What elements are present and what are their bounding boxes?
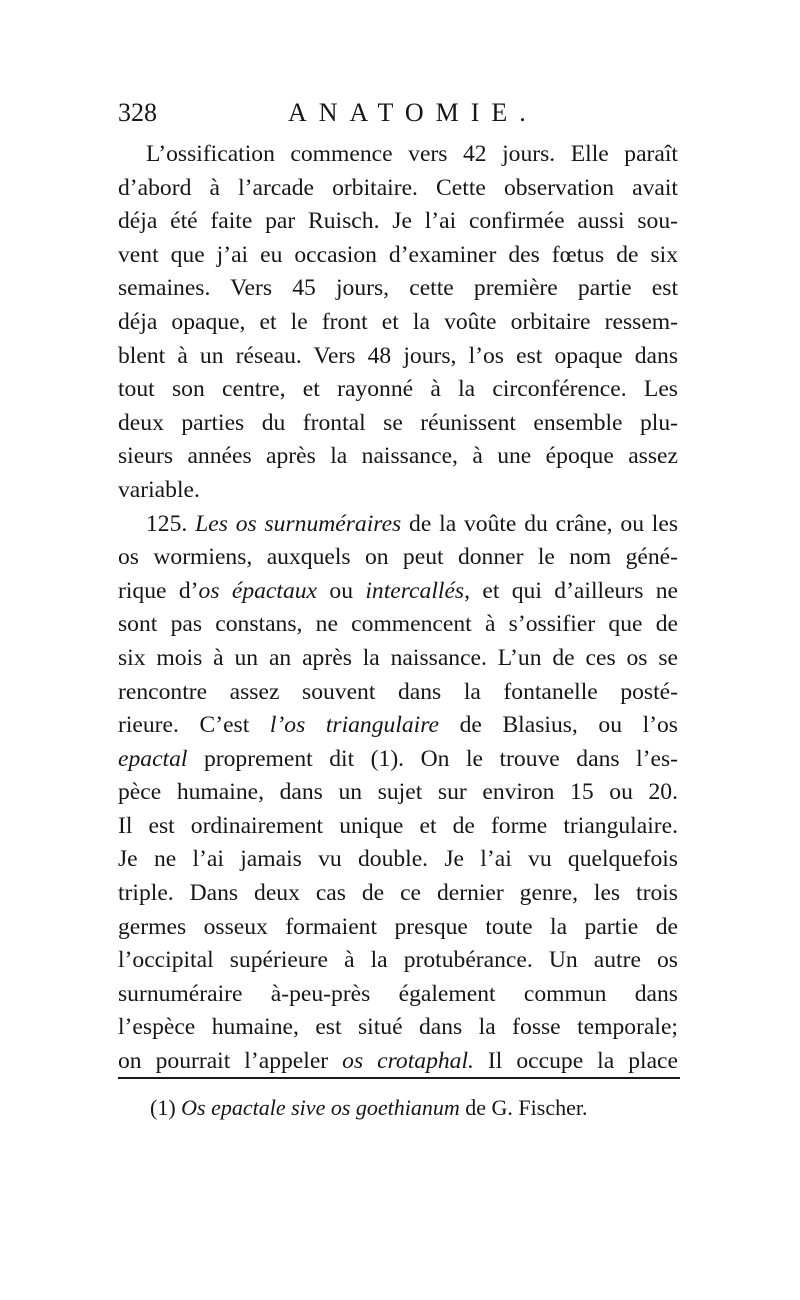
text-segment: sieurs années après la naissance, à une époque assez: [118, 443, 678, 470]
text-line: [118, 407, 678, 441]
italic-phrase: epactal: [118, 745, 188, 772]
text-line: [118, 172, 678, 206]
text-segment: vent que j’ai eu occasion d’examiner des fœtus de six: [118, 241, 678, 268]
text-line: [118, 1011, 678, 1045]
text-segment: pèce humaine, dans un sujet sur environ 15 ou 20.: [118, 779, 678, 806]
text-segment: deux parties du frontal se réunissent ensemble plu-: [118, 409, 678, 436]
text-segment: surnuméraire à-peu-près également commun dans: [118, 980, 678, 1007]
text-segment: , et qui d’ailleurs ne: [464, 577, 679, 604]
text-line: [118, 944, 678, 978]
text-line: [118, 810, 678, 844]
text-segment: 125.: [146, 510, 196, 537]
footnote-marker: (1): [150, 1095, 182, 1120]
text-segment: six mois à un an après la naissance. L’un de ces os se: [118, 644, 678, 671]
text-segment: sont pas constans, ne commencent à s’ossifier que de: [118, 611, 678, 638]
text-line: [118, 474, 678, 508]
text-segment: l’occipital supérieure à la protubérance. Un autre os: [118, 947, 678, 974]
text-segment: Il est ordinairement unique et de forme triangulaire.: [118, 812, 678, 839]
text-line: [118, 1045, 678, 1079]
text-line: [118, 272, 678, 306]
italic-phrase: l’os triangulaire: [269, 712, 440, 739]
italic-phrase: os crotaphal.: [342, 1048, 474, 1075]
text-segment: ou: [317, 577, 366, 604]
text-segment: d’abord à l’arcade orbitaire. Cette observation avait: [118, 174, 678, 201]
text-segment: L’ossification commence vers 42 jours. Elle paraît: [146, 141, 678, 167]
text-segment: semaines. Vers 45 jours, cette première partie est: [118, 275, 678, 302]
italic-phrase: os épactaux: [198, 577, 318, 604]
text-segment: de Blasius, ou l’os: [439, 712, 678, 739]
footnote-rule: [118, 1077, 680, 1079]
text-line: [118, 508, 678, 542]
italic-phrase: Les os surnuméraires: [195, 510, 402, 537]
footnote: [150, 1095, 670, 1121]
text-line: [118, 911, 678, 945]
running-head: [118, 98, 678, 134]
running-title: ANATOMIE.: [288, 98, 538, 127]
text-segment: Je ne l’ai jamais vu double. Je l’ai vu quelquefois: [118, 846, 678, 873]
text-segment: blent à un réseau. Vers 48 jours, l’os est opaque dans: [118, 342, 678, 369]
footnote-italic-text: Os epactale sive os goethianum: [181, 1095, 460, 1120]
body-text: [118, 138, 678, 1079]
text-segment: variable.: [118, 476, 200, 503]
text-line: [118, 205, 678, 239]
text-line: [118, 440, 678, 474]
text-line: [118, 306, 678, 340]
text-line: [118, 642, 678, 676]
text-line: [118, 373, 678, 407]
text-line: [118, 978, 678, 1012]
text-segment: triple. Dans deux cas de ce dernier genre, les trois: [118, 880, 678, 907]
text-line: [118, 676, 678, 710]
text-line: [118, 877, 678, 911]
text-segment: proprement dit (1). On le trouve dans l’es-: [187, 745, 678, 772]
text-line: [118, 608, 678, 642]
text-segment: tout son centre, et rayonné à la circonférence. Les: [118, 376, 678, 403]
text-segment: déja opaque, et le front et la voûte orbitaire ressem-: [118, 308, 678, 335]
text-segment: rieure. C’est: [118, 712, 270, 739]
page-number: 328: [118, 98, 157, 127]
text-line: [118, 743, 678, 777]
text-segment: germes osseux formaient presque toute la partie de: [118, 913, 678, 940]
text-segment: on pourrait l’appeler: [118, 1048, 343, 1075]
text-line: [118, 843, 678, 877]
text-segment: de la voûte du crâne, ou les: [401, 510, 679, 537]
text-line: [118, 541, 678, 575]
text-segment: rique d’: [118, 577, 199, 604]
text-segment: déja été faite par Ruisch. Je l’ai confirmée aussi sou-: [118, 208, 678, 235]
text-line: [118, 138, 678, 172]
text-segment: Il occupe la place: [473, 1048, 678, 1075]
text-line: [118, 239, 678, 273]
text-segment: rencontre assez souvent dans la fontanelle posté-: [118, 678, 678, 705]
text-line: [118, 575, 678, 609]
text-segment: l’espèce humaine, est situé dans la fosse temporale;: [118, 1014, 678, 1041]
footnote-text: de G. Fischer.: [459, 1095, 588, 1120]
text-line: [118, 776, 678, 810]
text-segment: os wormiens, auxquels on peut donner le nom géné-: [118, 544, 678, 571]
text-line: [118, 709, 678, 743]
text-line: [118, 340, 678, 374]
italic-phrase: intercallés: [365, 577, 465, 604]
